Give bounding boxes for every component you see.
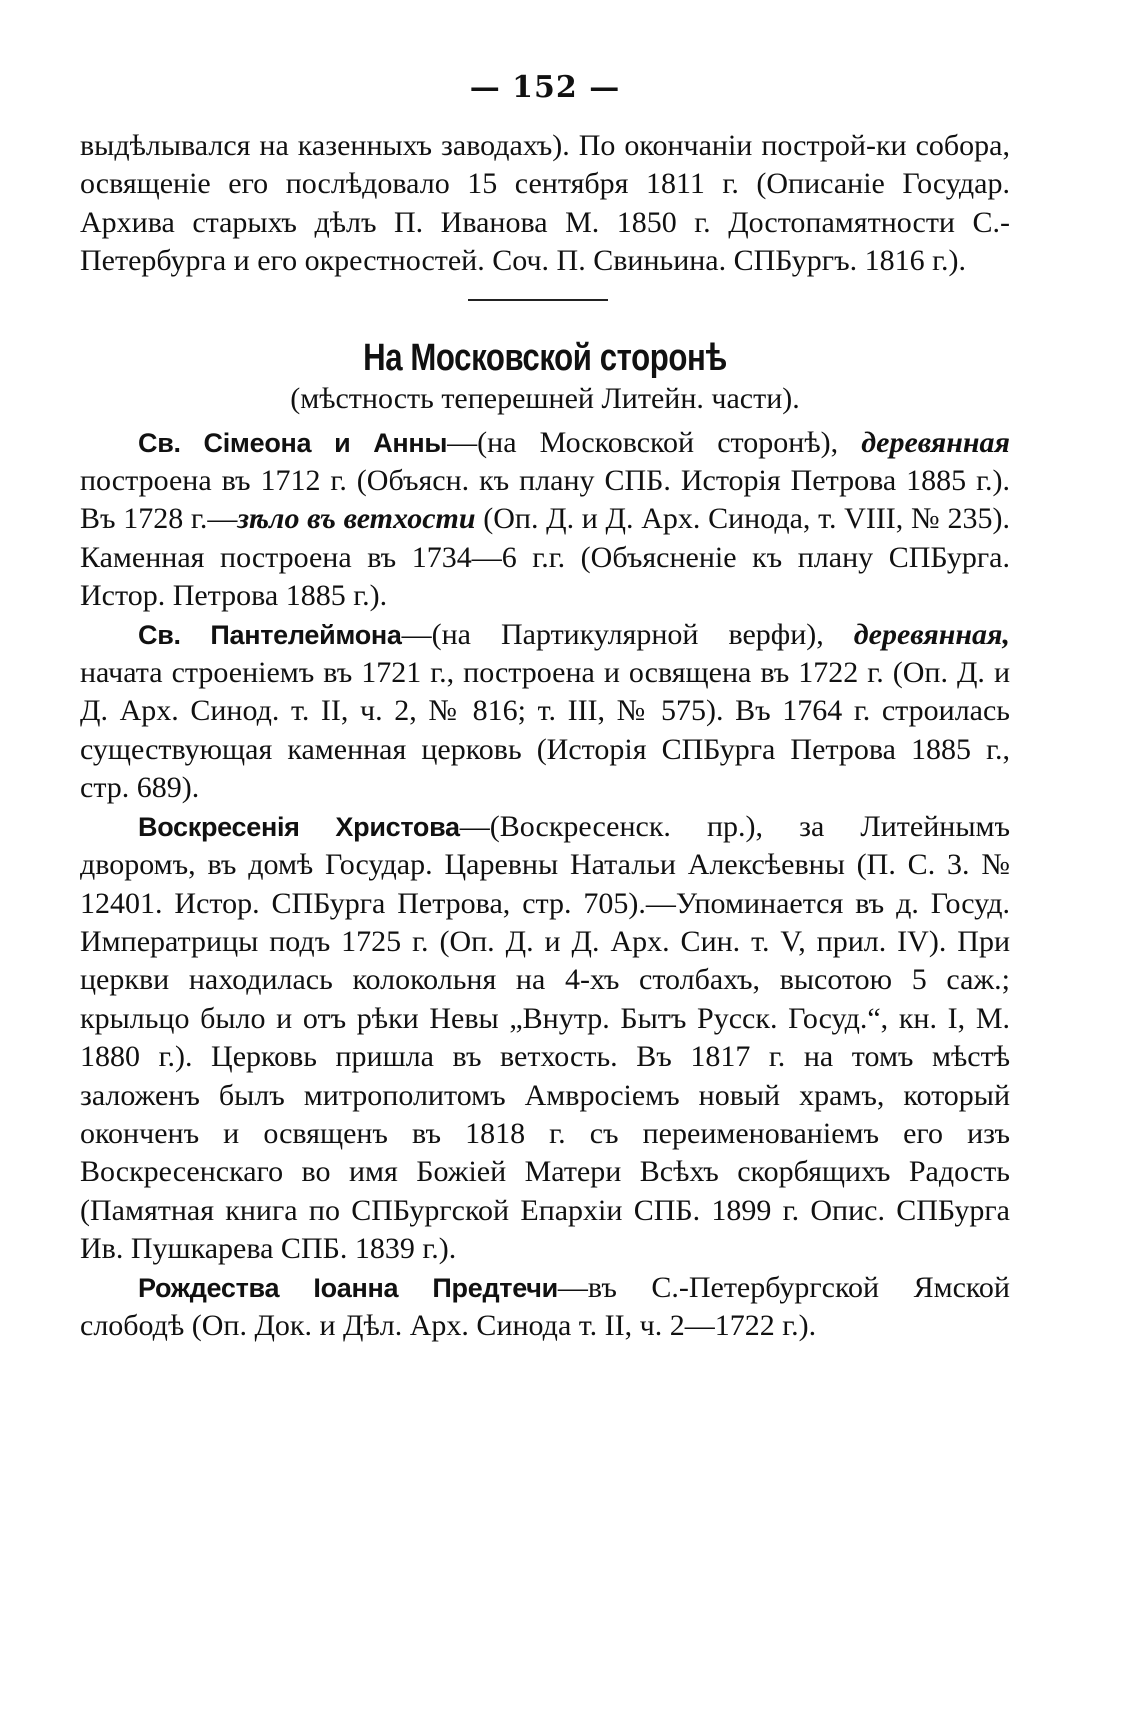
- church-entry-title: Св. Пантелеймона: [138, 619, 402, 650]
- book-page: [80, 60, 1010, 1680]
- church-entry: [80, 424, 1010, 616]
- church-entry-title: Воскресенія Христова: [138, 811, 460, 842]
- church-entry-title: Рождества Іоанна Предтечи: [138, 1272, 558, 1303]
- entry-text: начата строеніемъ въ 1721 г., построена и освящена въ 1722 г. (Оп. Д. и Д. Арх. Синод. т. II, ч. 2, № 816; т. III, № 575). Въ 1764 г. строилась существующая каменная церковь (Исторія СПБурга Петрова 1885 г., стр. 689).: [80, 656, 1010, 805]
- church-entry: [80, 1269, 1010, 1346]
- italic-text: деревянная: [861, 425, 1010, 459]
- page-number: — 152 —: [469, 70, 621, 105]
- italic-text: зѣло въ ветхости: [237, 502, 476, 536]
- continuation-paragraph: выдѣлывался на казенныхъ заводахъ). По окончаніи построй-ки собора, освященіе его послѣдовало 15 сентября 1811 г. (Описаніе Государ. Архива старыхъ дѣлъ П. Иванова М. 1850 г. Достопамятности С.-Петербурга и его окрестностей. Соч. П. Свиньина. СПБургъ. 1816 г.).: [80, 129, 1010, 278]
- entry-text: (Оп. Д. и Д. Арх. Синода, т. VIII, № 235). Каменная построена въ 1734—6 г.г. (Объясненіе къ плану СПБурга. Истор. Петрова 1885 г.).: [80, 502, 1010, 613]
- section-heading: На Московской сторонѣ: [363, 336, 727, 379]
- church-entries: [80, 424, 1010, 1346]
- italic-text: деревянная,: [853, 617, 1010, 651]
- entry-text: построена въ 1712 г. (Объясн. къ плану СПБ. Исторія Петрова 1885 г.). Въ 1728 г.—: [80, 464, 1010, 536]
- church-entry: [80, 808, 1010, 1269]
- church-entry-title: Св. Сімеона и Анны: [138, 427, 448, 458]
- section-subheading: (мѣстность теперешней Литейн. части).: [290, 381, 800, 415]
- church-entry: [80, 616, 1010, 808]
- entry-text: —(на Московской сторонѣ),: [447, 425, 862, 459]
- entry-text: —въ С.-Петербургской Ямской слободѣ (Оп. Док. и Дѣл. Арх. Синода т. II, ч. 2—1722 г.).: [80, 1270, 1010, 1342]
- entry-text: —(Воскресенск. пр.), за Литейнымъ дворомъ, въ домѣ Государ. Царевны Натальи Алексѣевны (П. С. 3. № 12401. Истор. СПБурга Петрова, стр. 705).—Упоминается въ д. Госуд. Императрицы подъ 1725 г. (Оп. Д. и Д. Арх. Син. т. V, прил. IV). При церкви находилась колокольня на 4-хъ столбахъ, высотою 5 саж.; крыльцо было и отъ рѣки Невы „Внутр. Бытъ Русск. Госуд.“, кн. I, М. 1880 г.). Церковь пришла въ ветхость. Въ 1817 г. на томъ мѣстѣ заложенъ былъ митрополитомъ Амвросіемъ новый храмъ, который оконченъ и освященъ въ 1818 г. съ переименованіемъ его изъ Воскресенскаго во имя Божіей Матери Всѣхъ скорбящихъ Радость (Памятная книга по СПБургской Епархіи СПБ. 1899 г. Опис. СПБурга Ив. Пушкарева СПБ. 1839 г.).: [80, 809, 1010, 1266]
- section-divider: [468, 299, 608, 301]
- entry-text: —(на Партикулярной верфи),: [401, 617, 854, 651]
